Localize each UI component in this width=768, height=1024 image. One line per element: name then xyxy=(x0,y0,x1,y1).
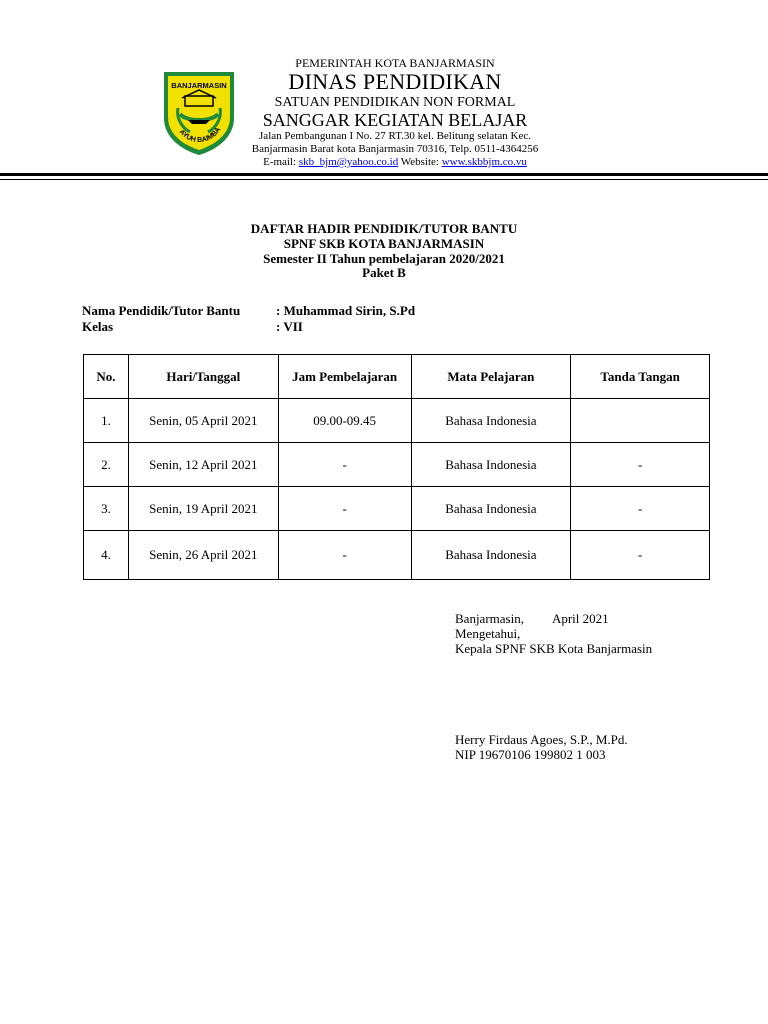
class-label: Kelas xyxy=(82,319,114,334)
cell-no: 4. xyxy=(84,531,129,580)
logo-bottom-text: AYUH BAIMBA xyxy=(177,126,223,145)
cell-date: Senin, 26 April 2021 xyxy=(128,531,278,580)
signatory-nip: NIP 19670106 199802 1 003 xyxy=(455,747,606,762)
letterhead-government: PEMERINTAH KOTA BANJARMASIN xyxy=(295,56,495,70)
cell-signature xyxy=(571,399,710,443)
cell-date: Senin, 05 April 2021 xyxy=(128,399,278,443)
logo-top-text: BANJARMASIN xyxy=(171,81,227,90)
header-no: No. xyxy=(84,355,129,399)
signature-place: Banjarmasin, xyxy=(455,611,524,626)
cell-time: 09.00-09.45 xyxy=(278,399,411,443)
cell-subject: Bahasa Indonesia xyxy=(411,399,571,443)
letterhead-address-line1: Jalan Pembangunan I No. 27 RT.30 kel. Belitung selatan Kec. xyxy=(259,130,531,142)
letterhead-divider-thin xyxy=(0,179,768,180)
cell-subject: Bahasa Indonesia xyxy=(411,531,571,580)
cell-subject: Bahasa Indonesia xyxy=(411,443,571,487)
website-label: Website: xyxy=(400,156,439,168)
document-package: Paket B xyxy=(362,265,406,280)
signature-date: April 2021 xyxy=(551,611,609,626)
signatory-name: Herry Firdaus Agoes, S.P., M.Pd. xyxy=(455,732,628,747)
cell-date: Senin, 12 April 2021 xyxy=(128,443,278,487)
banjarmasin-logo xyxy=(160,70,238,156)
table-row xyxy=(84,531,710,580)
cell-time: - xyxy=(278,487,411,531)
table-header-row xyxy=(84,355,710,399)
cell-signature: - xyxy=(571,487,710,531)
email-label: E-mail: xyxy=(263,156,297,168)
class-value: : VII xyxy=(276,319,303,334)
table-row xyxy=(84,399,710,443)
document-semester: Semester II Tahun pembelajaran 2020/2021 xyxy=(263,251,505,266)
document-title: DAFTAR HADIR PENDIDIK/TUTOR BANTU xyxy=(250,221,518,236)
cell-signature: - xyxy=(571,443,710,487)
letterhead-contact xyxy=(240,156,550,168)
cell-signature: - xyxy=(571,531,710,580)
letterhead-divider-thick xyxy=(0,173,768,176)
signature-acknowledged: Mengetahui, xyxy=(455,626,521,641)
header-time: Jam Pembelajaran xyxy=(278,355,411,399)
teacher-name-label: Nama Pendidik/Tutor Bantu xyxy=(82,303,241,318)
cell-time: - xyxy=(278,531,411,580)
cell-no: 3. xyxy=(84,487,129,531)
signature-place-date xyxy=(455,611,609,627)
attendance-table xyxy=(83,354,710,580)
letterhead-institution: SANGGAR KEGIATAN BELAJAR xyxy=(262,110,528,130)
letterhead-agency: DINAS PENDIDIKAN xyxy=(288,69,502,94)
table-row xyxy=(84,443,710,487)
header-date: Hari/Tanggal xyxy=(128,355,278,399)
email-link[interactable]: skb_bjm@yahoo.co.id xyxy=(298,156,399,168)
cell-time: - xyxy=(278,443,411,487)
teacher-name-value: : Muhammad Sirin, S.Pd xyxy=(276,303,416,318)
website-link[interactable]: www.skbbjm.co.vu xyxy=(441,156,527,168)
cell-no: 2. xyxy=(84,443,129,487)
header-subject: Mata Pelajaran xyxy=(411,355,571,399)
table-row xyxy=(84,487,710,531)
cell-subject: Bahasa Indonesia xyxy=(411,487,571,531)
letterhead-address-line2: Banjarmasin Barat kota Banjarmasin 70316, Telp. 0511-4364256 xyxy=(251,143,539,155)
document-subtitle: SPNF SKB KOTA BANJARMASIN xyxy=(283,236,485,251)
header-signature: Tanda Tangan xyxy=(571,355,710,399)
cell-date: Senin, 19 April 2021 xyxy=(128,487,278,531)
cell-no: 1. xyxy=(84,399,129,443)
signature-position: Kepala SPNF SKB Kota Banjarmasin xyxy=(455,641,653,656)
letterhead-unit: SATUAN PENDIDIKAN NON FORMAL xyxy=(274,95,516,110)
